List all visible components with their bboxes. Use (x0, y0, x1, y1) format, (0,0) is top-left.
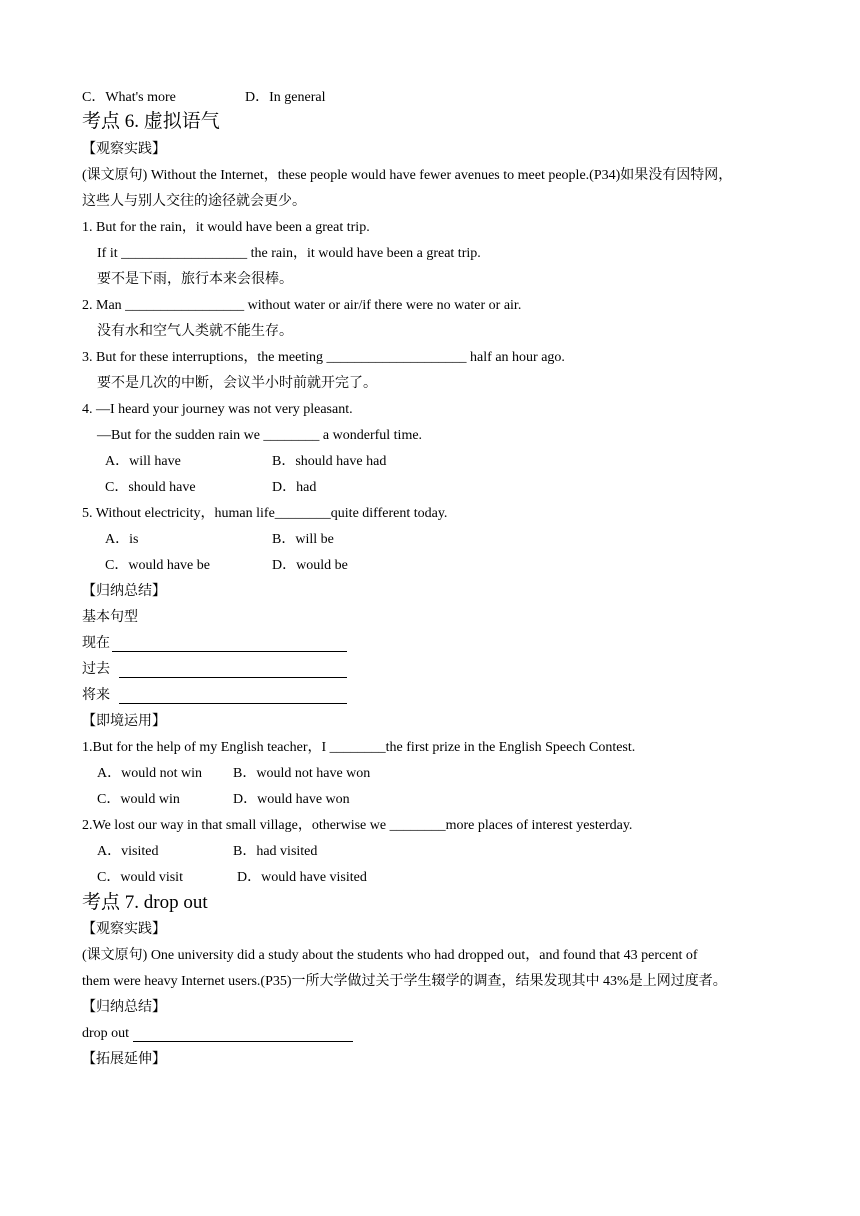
q4-option-b: B．should have had (272, 454, 387, 469)
original-sentence-7-line2: them were heavy Internet users.(P35)一所大学做过关于学生辍学的调查，结果发现其中 43%是上网过度者。 (82, 974, 727, 989)
q5-option-c: C．would have be (105, 558, 210, 573)
q4-option-c: C．should have (105, 480, 196, 495)
present-blank[interactable] (112, 651, 347, 652)
drop-out-blank[interactable] (133, 1041, 353, 1042)
original-sentence-line1: (课文原句) Without the Internet，these people would have fewer avenues to meet people.(P34)如果没有因特网， (82, 168, 733, 183)
apply-q1-option-d: D．would have won (233, 792, 350, 807)
summary-label-7: 【归纳总结】 (82, 1000, 166, 1015)
apply-q2-option-b: B．had visited (233, 844, 318, 859)
section-6-heading: 考点 6. 虚拟语气 (82, 111, 220, 132)
basic-pattern-label: 基本句型 (82, 610, 138, 625)
q1-line2: If it __________________ the rain，it would have been a great trip. (97, 246, 481, 261)
q5-option-b: B．will be (272, 532, 334, 547)
future-label: 将来 (82, 688, 110, 703)
q2-line1: 2. Man _________________ without water or air/if there were no water or air. (82, 298, 522, 313)
option-d: D．In general (245, 90, 326, 105)
q5-option-a: A．is (105, 532, 139, 547)
summary-label: 【归纳总结】 (82, 584, 166, 599)
apply-q2-option-a: A．visited (97, 844, 159, 859)
drop-out-label: drop out (82, 1026, 130, 1041)
observe-label: 【观察实践】 (82, 142, 166, 157)
apply-q1-option-c: C．would win (97, 792, 180, 807)
present-label: 现在 (82, 636, 110, 651)
q5-option-d: D．would be (272, 558, 348, 573)
q4-option-d: D．had (272, 480, 317, 495)
original-sentence-line2: 这些人与别人交往的途径就会更少。 (82, 194, 306, 209)
q1-translation: 要不是下雨，旅行本来会很棒。 (97, 272, 293, 287)
q2-translation: 没有水和空气人类就不能生存。 (97, 324, 293, 339)
q3-translation: 要不是几次的中断，会议半小时前就开完了。 (97, 376, 377, 391)
future-blank[interactable] (119, 703, 347, 704)
apply-q1-line1: 1.But for the help of my English teacher，I ________the first prize in the English Speech Contest. (82, 740, 636, 755)
observe-label-7: 【观察实践】 (82, 922, 166, 937)
q1-line1: 1. But for the rain，it would have been a great trip. (82, 220, 370, 235)
section-7-heading: 考点 7. drop out (82, 892, 208, 913)
q5-line1: 5. Without electricity，human life________quite different today. (82, 506, 448, 521)
past-label: 过去 (82, 662, 110, 677)
apply-q2-line1: 2.We lost our way in that small village，otherwise we ________more places of interest yesterday. (82, 818, 633, 833)
extend-label: 【拓展延伸】 (82, 1052, 166, 1067)
apply-q1-option-a: A．would not win (97, 766, 202, 781)
q4-line2: —But for the sudden rain we ________ a wonderful time. (97, 428, 423, 443)
option-c: C．What's more (82, 90, 176, 105)
q4-option-a: A．will have (105, 454, 181, 469)
apply-label: 【即境运用】 (82, 714, 166, 729)
past-blank[interactable] (119, 677, 347, 678)
apply-q1-option-b: B．would not have won (233, 766, 371, 781)
original-sentence-7-line1: (课文原句) One university did a study about the students who had dropped out，and found that 43 percent of (82, 948, 698, 963)
apply-q2-option-c: C．would visit (97, 870, 183, 885)
apply-q2-option-d: D．would have visited (237, 870, 367, 885)
q4-line1: 4. —I heard your journey was not very pleasant. (82, 402, 353, 417)
q3-line1: 3. But for these interruptions，the meeting ____________________ half an hour ago. (82, 350, 565, 365)
